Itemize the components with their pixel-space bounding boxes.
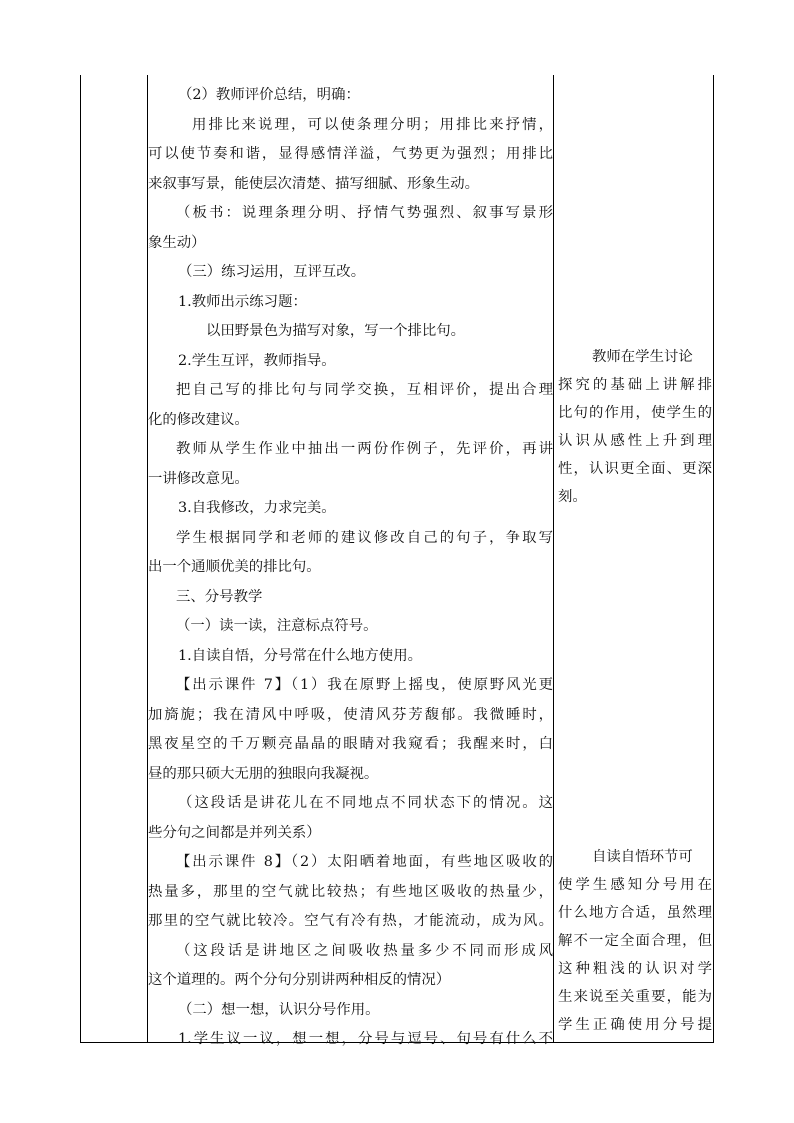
note-line: 这种粗浅的认识对学 — [558, 961, 712, 977]
lesson-table — [80, 75, 714, 1047]
teacher-note-block-1 — [554, 343, 714, 511]
content-line: 这个道理的。两个分句分别讲两种相反的情况） — [148, 972, 451, 988]
content-line: （板书：说理条理分明、抒情气势强烈、叙事写景形 — [176, 205, 553, 221]
note-line: 使学生感知分号用在 — [558, 877, 712, 893]
content-line: 把自己写的排比句与同学交换，互相评价，提出合理 — [176, 382, 553, 398]
content-line: 一讲修改意见。 — [148, 470, 249, 487]
content-line: 学生根据同学和老师的建议修改自己的句子，争取写 — [176, 529, 553, 546]
content-line: 象生动） — [148, 234, 206, 251]
note-line: 教师在学生讨论 — [592, 349, 693, 365]
note-line: 生来说至关重要，能为 — [558, 989, 712, 1005]
note-line: 什么地方合适，虽然理 — [558, 905, 712, 921]
note-line: 学生正确使用分号提 — [558, 1017, 712, 1033]
content-line: （2）教师评价总结，明确： — [178, 87, 360, 103]
note-line: 自读自悟环节可 — [592, 849, 693, 865]
content-line: 【出示课件 7】（1）我在原野上摇曳，使原野风光更 — [176, 677, 553, 693]
content-line: 3.自我修改，力求完美。 — [178, 500, 336, 516]
content-line: 来叙事写景，能使层次清楚、描写细腻、形象生动。 — [148, 175, 479, 192]
teacher-note-block-2 — [554, 843, 714, 1039]
content-line: 以田野景色为描写对象，写一个排比句。 — [206, 323, 466, 339]
content-line: 出一个通顺优美的排比句。 — [148, 559, 321, 575]
content-line: 昼的那只硕大无朋的独眼向我凝视。 — [148, 765, 379, 782]
content-line: 些分句之间都是并列关系） — [148, 824, 321, 841]
content-line: （这段话是讲花儿在不同地点不同状态下的情况。这 — [178, 795, 553, 811]
content-line: 2.学生互评，教师指导。 — [178, 352, 336, 369]
content-line: （二）想一想，认识分号作用。 — [178, 1001, 380, 1018]
content-line: （这段话是讲地区之间吸收热量多少不同而形成风 — [176, 942, 553, 959]
note-line: 刻。 — [558, 489, 587, 505]
content-line: （三）练习运用，互评互改。 — [178, 264, 366, 280]
content-line: 热量多，那里的空气就比较热；有些地区吸收的热量少， — [148, 883, 553, 900]
content-line: 1.自读自悟，分号常在什么地方使用。 — [178, 647, 422, 664]
content-line: （一）读一读，注意标点符号。 — [176, 618, 378, 634]
note-line: 比句的作用，使学生的 — [558, 405, 712, 421]
content-line: 那里的空气就比较冷。空气有冷有热，才能流动，成为风。 — [148, 913, 553, 929]
content-line: 加旖旎；我在清风中呼吸，使清风芬芳馥郁。我微睡时， — [148, 706, 553, 723]
content-line: 用排比来说理，可以使条理分明；用排比来抒情， — [192, 116, 553, 133]
content-line: 三、分号教学 — [176, 588, 263, 605]
note-line: 认识从感性上升到理 — [558, 433, 712, 449]
content-line: 1.学生议一议，想一想，分号与逗号、句号有什么不 — [178, 1031, 553, 1047]
content-line: 【出示课件 8】（2）太阳晒着地面，有些地区吸收的 — [176, 854, 553, 870]
content-line: 化的修改建议。 — [148, 411, 249, 428]
note-line: 解不一定全面合理，但 — [558, 933, 712, 949]
note-line: 探究的基础上讲解排 — [558, 377, 712, 393]
content-line: 可以使节奏和谐，显得感情洋溢，气势更为强烈；用排比 — [148, 146, 553, 162]
content-line: 1.教师出示练习题： — [178, 293, 307, 310]
note-line: 性，认识更全面、更深 — [558, 461, 712, 477]
content-line: 黑夜星空的千万颗亮晶晶的眼睛对我窥看；我醒来时，白 — [148, 736, 553, 752]
lesson-content-column — [148, 81, 553, 1055]
content-line: 教师从学生作业中抽出一两份作例子，先评价，再讲 — [176, 441, 553, 457]
